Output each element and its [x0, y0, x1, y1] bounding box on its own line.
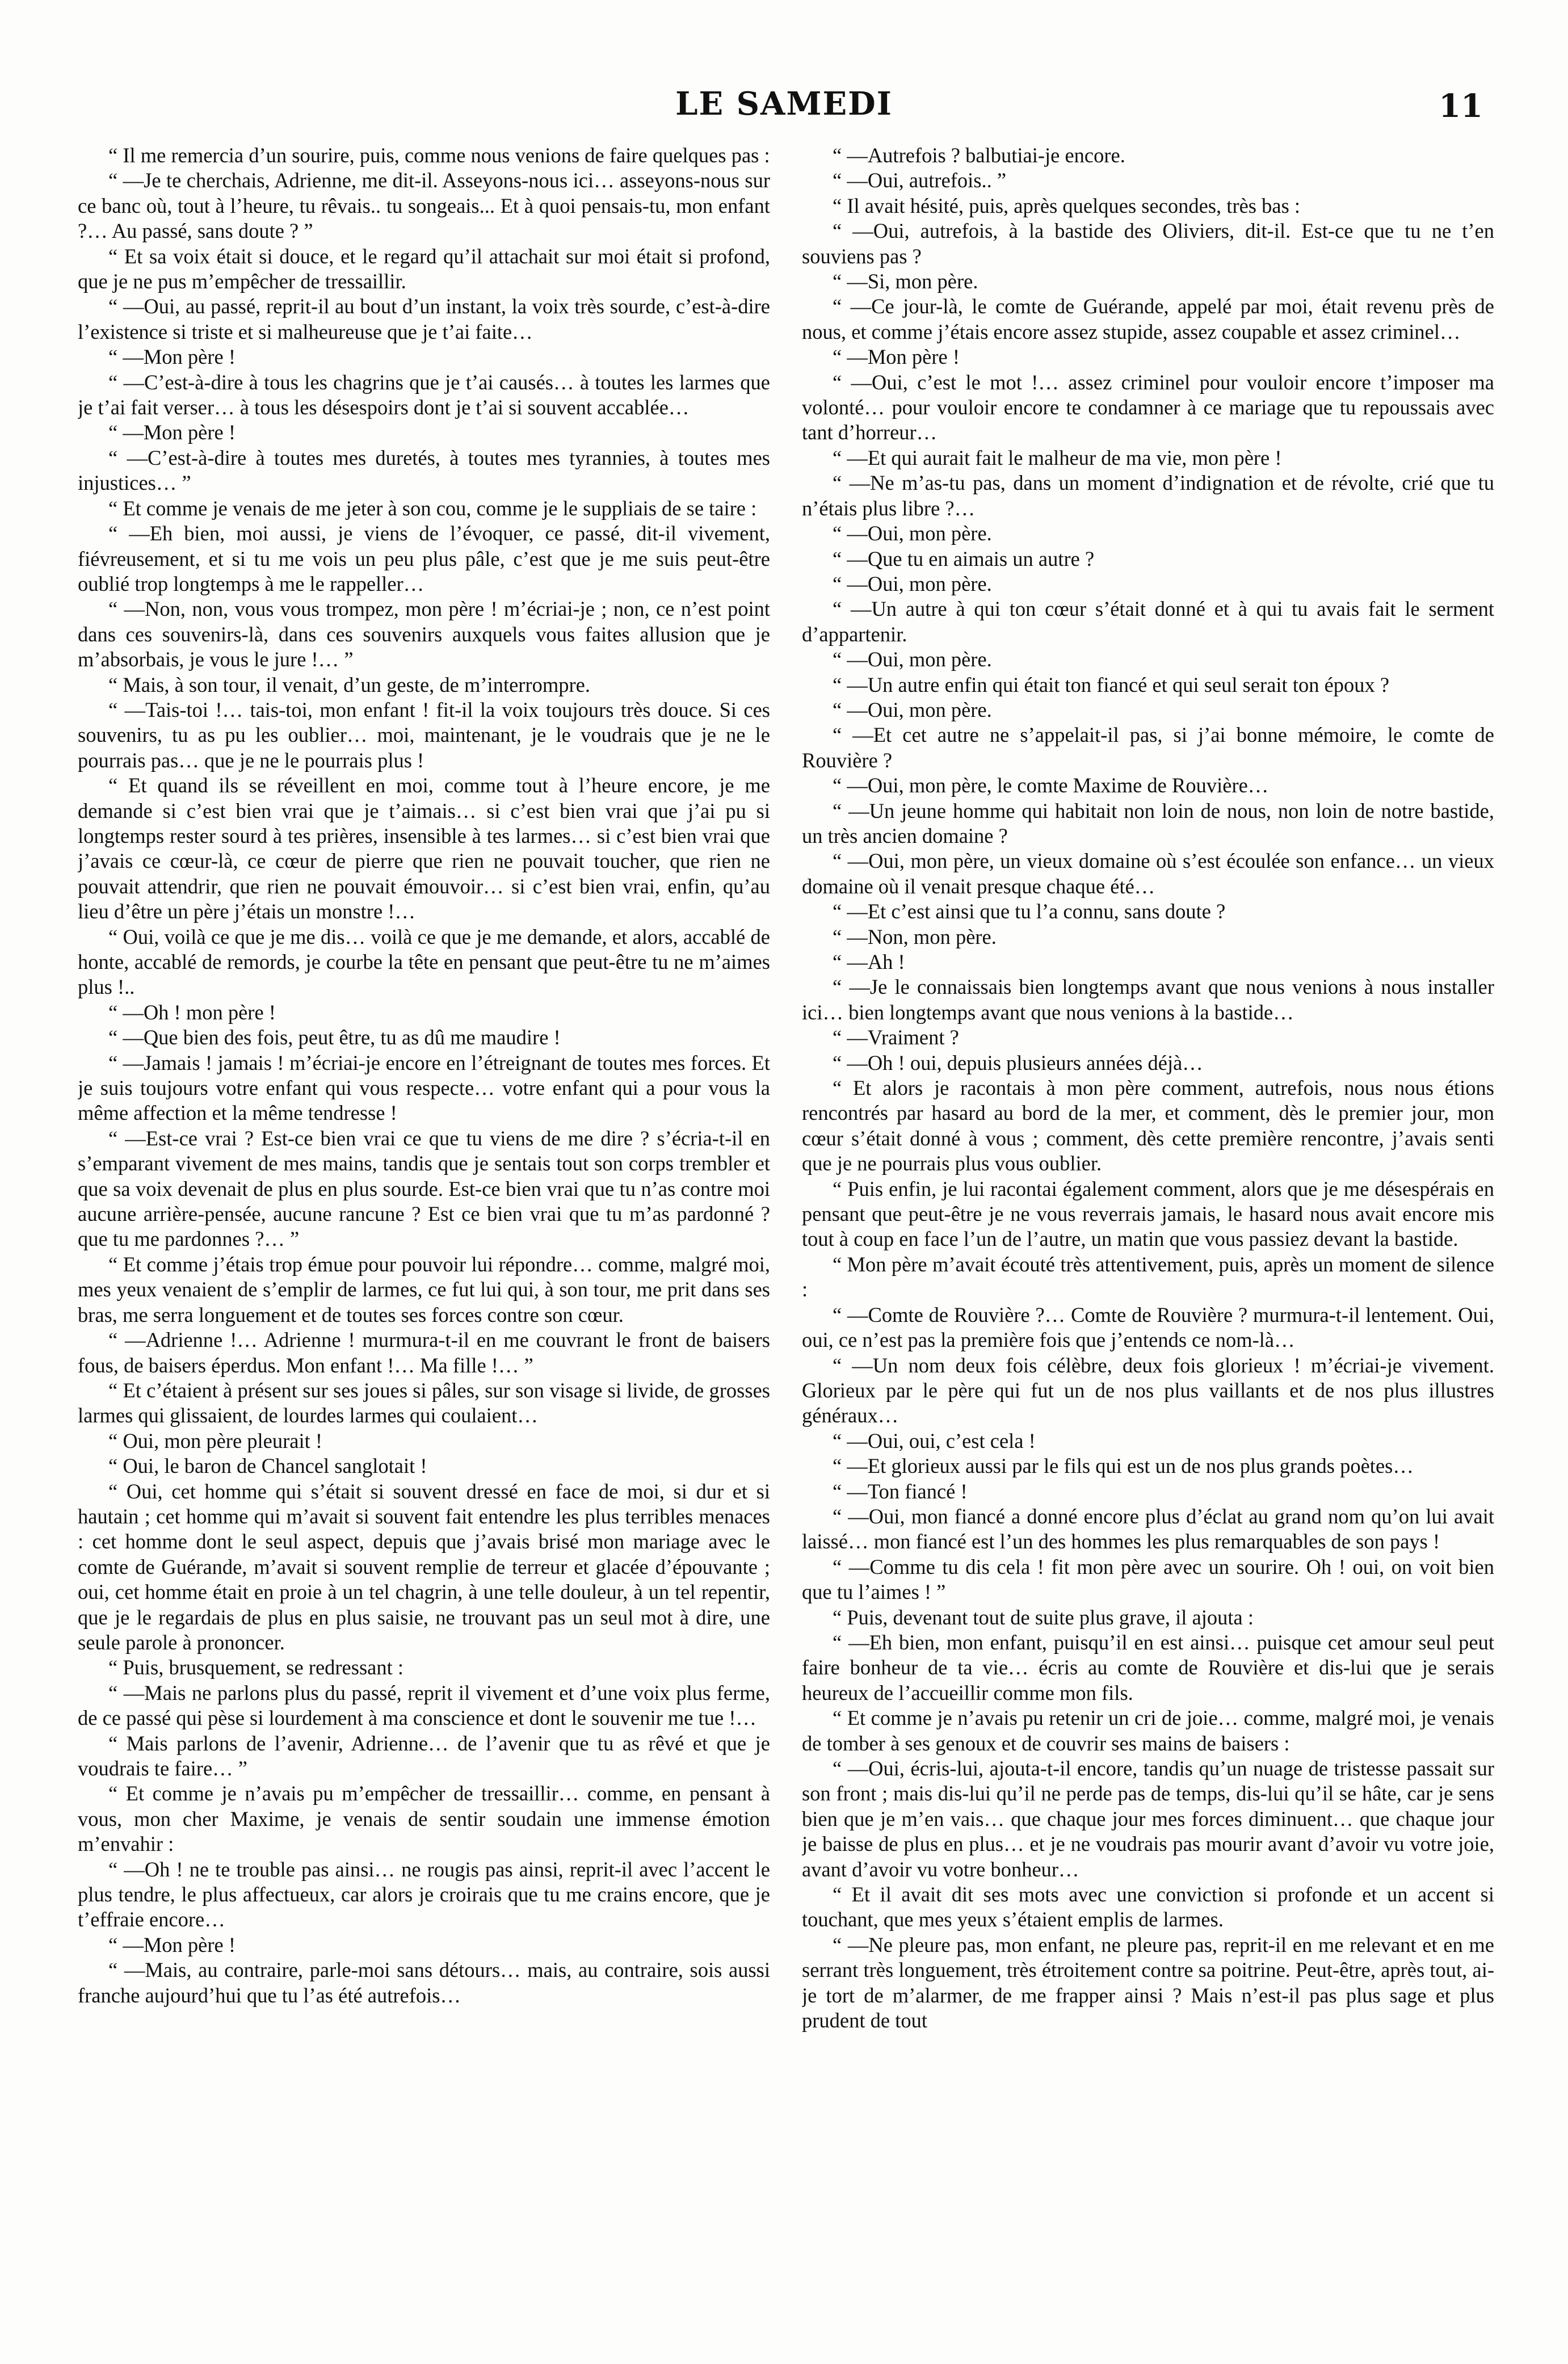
paragraph: “ —Un autre à qui ton cœur s’était donné et à qui tu avais fait le serment d’appartenir. [802, 597, 1494, 646]
paragraph: “ —Non, mon père. [833, 925, 997, 948]
paragraph: “ Oui, mon père pleurait ! [108, 1429, 323, 1452]
paragraph: “ —Autrefois ? balbutiai-je encore. [833, 144, 1125, 167]
paragraph: “ —Adrienne !… Adrienne ! murmura-t-il en me couvrant le front de baisers fous, de baisers éperdus. Mon enfant !… Ma fille !… ” [78, 1328, 770, 1377]
paragraph: “ Et comme je venais de me jeter à son cou, comme je le suppliais de se taire : [108, 496, 757, 520]
paragraph: “ —Ce jour-là, le comte de Guérande, appelé par moi, était revenu près de nous, et comme j’étais encore assez stupide, assez coupable et assez criminel… [802, 295, 1494, 343]
paragraph: “ —Oui, au passé, reprit-il au bout d’un instant, la voix très sourde, c’est-à-dire l’existence si triste et si malheureuse que je t’ai faite… [78, 295, 770, 343]
paragraph: “ —Mon père ! [833, 345, 960, 369]
paragraph: “ —Oui, oui, c’est cela ! [833, 1429, 1036, 1452]
paragraph: “ Mais parlons de l’avenir, Adrienne… de l’avenir que tu as rêvé et que je voudrais te faire… ” [78, 1731, 770, 1780]
paragraph: “ —Oh ! mon père ! [108, 1000, 276, 1024]
paragraph: “ Et alors je racontais à mon père comment, autrefois, nous nous étions rencontrés par hasard au bord de la mer, et comment, dès le premier jour, mon cœur s’était donné à vous ; comment, dès cette première rencontre, j’avais senti que je ne pourrais plus vous oublier. [802, 1076, 1494, 1175]
right-text-column [802, 143, 1494, 2345]
paragraph: “ —Mais, au contraire, parle-moi sans détours… mais, au contraire, sois aussi franche aujourd’hui que tu l’as été autrefois… [78, 1958, 770, 2007]
paragraph: “ —Je le connaissais bien longtemps avant que nous venions à nous installer ici… bien longtemps avant que nous venions à la bastide… [802, 975, 1494, 1024]
paragraph: “ —Si, mon père. [833, 270, 978, 293]
paragraph: “ —Oui, autrefois.. ” [833, 169, 1007, 192]
paragraph: “ Et comme je n’avais pu m’empêcher de tressaillir… comme, en pensant à vous, mon cher Maxime, je venais de sentir soudain une immense émotion m’envahir : [78, 1782, 770, 1856]
paragraph: “ Et sa voix était si douce, et le regard qu’il attachait sur moi était si profond, que je ne pus m’empêcher de tressaillir. [78, 244, 770, 293]
paragraph: “ —Oh ! ne te trouble pas ainsi… ne rougis pas ainsi, reprit-il avec l’accent le plus tendre, le plus affectueux, car alors je croirais que tu me crains encore, que je t’effraie encore… [78, 1857, 770, 1931]
paragraph: “ Oui, cet homme qui s’était si souvent dressé en face de moi, si dur et si hautain ; cet homme qui m’avait si souvent fait entendre les plus terribles menaces : cet homme dont le seul aspect, depuis que j’avais brisé mon mariage avec le comte de Guérande, m’avait si souvent remplie de terreur et glacée d’épouvante ; oui, cet homme était en proie à un tel chagrin, à une telle douleur, à un tel repentir, que je le regardais de plus en plus saisie, ne trouvant pas un seul mot à dire, une seule parole à prononcer. [78, 1479, 770, 1654]
paragraph: “ Oui, le baron de Chancel sanglotait ! [108, 1454, 427, 1478]
paragraph: “ —Ton fiancé ! [833, 1479, 968, 1503]
paragraph: “ —Oui, mon fiancé a donné encore plus d’éclat au grand nom qu’on lui avait laissé… mon fiancé est l’un des hommes les plus remarquables de son pays ! [802, 1504, 1494, 1553]
paragraph: “ Et comme je n’avais pu retenir un cri de joie… comme, malgré moi, je venais de tomber à ses genoux et de couvrir ses mains de baisers : [802, 1706, 1494, 1755]
paragraph: “ —Comme tu dis cela ! fit mon père avec un sourire. Oh ! oui, on voit bien que tu l’aimes ! ” [802, 1555, 1494, 1604]
paragraph: “ Mon père m’avait écouté très attentivement, puis, après un moment de silence : [802, 1252, 1494, 1301]
paragraph: “ —Oui, autrefois, à la bastide des Oliviers, dit-il. Est-ce que tu ne t’en souviens pas ? [802, 219, 1494, 268]
paragraph: “ —Mon père ! [108, 345, 236, 369]
paragraph: “ Oui, voilà ce que je me dis… voilà ce que je me demande, et alors, accablé de honte, accablé de remords, je courbe la tête en pensant que peut-être tu ne m’aimes plus !.. [78, 925, 770, 999]
paragraph: “ Il avait hésité, puis, après quelques secondes, très bas : [833, 194, 1301, 217]
paragraph: “ —Eh bien, mon enfant, puisqu’il en est ainsi… puisque cet amour seul peut faire bonheur de ta vie… écris au comte de Rouvière et dis-lui que je serais heureux de l’accueillir comme mon fils. [802, 1630, 1494, 1704]
paragraph: “ —Oui, mon père, un vieux domaine où s’est écoulée son enfance… un vieux domaine où il venait presque chaque été… [802, 849, 1494, 898]
paragraph: “ Et comme j’étais trop émue pour pouvoir lui répondre… comme, malgré moi, mes yeux venaient de s’emplir de larmes, ce fut lui qui, à son tour, me prit dans ses bras, me serra longuement et de toutes ses forces contre son cœur. [78, 1252, 770, 1326]
paragraph: “ —Oui, mon père. [833, 698, 992, 721]
paragraph: “ —Que bien des fois, peut être, tu as dû me maudire ! [108, 1026, 561, 1049]
publication-title: LE SAMEDI [675, 85, 893, 123]
paragraph: “ —Un autre enfin qui était ton fiancé et qui seul serait ton époux ? [833, 673, 1390, 696]
paragraph: “ Puis, devenant tout de suite plus grave, il ajouta : [833, 1605, 1254, 1629]
paragraph: “ —Oui, écris-lui, ajouta-t-il encore, tandis qu’un nuage de tristesse passait sur son front ; mais dis-lui qu’il ne perde pas de temps, dis-lui qu’il se hâte, car je sens bien que je m’en vais… que chaque jour mes forces diminuent… que chaque jour je baisse de plus en plus… et je ne voudrais pas mourir avant d’avoir vu votre joie, avant d’avoir vu votre bonheur… [802, 1757, 1494, 1881]
page-number: 11 [1439, 87, 1483, 125]
paragraph: “ —Jamais ! jamais ! m’écriai-je encore en l’étreignant de toutes mes forces. Et je suis toujours votre enfant qui vous respecte… votre enfant qui a pour vous la même affection et la même tendresse ! [78, 1051, 770, 1125]
paragraph: “ —Vraiment ? [833, 1026, 959, 1049]
page-header [0, 85, 1568, 131]
paragraph: “ —Oui, c’est le mot !… assez criminel pour vouloir encore t’imposer ma volonté… pour vouloir encore te condamner à ce mariage que tu repoussais avec tant d’horreur… [802, 370, 1494, 444]
paragraph: “ —Comte de Rouvière ?… Comte de Rouvière ? murmura-t-il lentement. Oui, oui, ce n’est pas la première fois que j’entends ce nom-là… [802, 1303, 1494, 1352]
paragraph: “ —Et glorieux aussi par le fils qui est un de nos plus grands poètes… [833, 1454, 1414, 1478]
paragraph: “ Et il avait dit ses mots avec une conviction si profonde et un accent si touchant, que mes yeux s’étaient emplis de larmes. [802, 1883, 1494, 1931]
paragraph: “ —Oui, mon père. [833, 522, 992, 545]
paragraph: “ —Que tu en aimais un autre ? [833, 547, 1095, 570]
paragraph: “ Mais, à son tour, il venait, d’un geste, de m’interrompre. [108, 673, 590, 696]
paragraph: “ —Ah ! [833, 950, 905, 973]
paragraph: “ —Oui, mon père. [833, 648, 992, 671]
paragraph: “ —Ne pleure pas, mon enfant, ne pleure pas, reprit-il en me relevant et en me serrant très longuement, très étroitement contre sa poitrine. Peut-être, après tout, ai-je tort de m’alarmer, de me frapper ainsi ? Mais n’est-il pas plus sage et plus prudent de tout [802, 1933, 1494, 2033]
paragraph: “ —Eh bien, moi aussi, je viens de l’évoquer, ce passé, dit-il vivement, fiévreusement, et si tu me vois un peu plus pâle, c’est que je me suis peut-être oublié trop longtemps à me le rappeller… [78, 522, 770, 595]
paragraph: “ —C’est-à-dire à toutes mes duretés, à toutes mes tyrannies, à toutes mes injustices… ” [78, 446, 770, 495]
paragraph: “ —Oui, mon père, le comte Maxime de Rouvière… [833, 774, 1269, 797]
left-text-column [78, 143, 770, 2345]
paragraph: “ Et c’étaient à présent sur ses joues si pâles, sur son visage si livide, de grosses larmes qui glissaient, de lourdes larmes qui coulaient… [78, 1378, 770, 1427]
paragraph: “ —Ne m’as-tu pas, dans un moment d’indignation et de révolte, crié que tu n’étais plus libre ?… [802, 471, 1494, 520]
paragraph: “ —Mais ne parlons plus du passé, reprit il vivement et d’une voix plus ferme, de ce passé qui pèse si lourdement à ma conscience et dont le souvenir me tue !… [78, 1681, 770, 1730]
paragraph: “ —Mon père ! [108, 421, 236, 444]
paragraph: “ —Tais-toi !… tais-toi, mon enfant ! fit-il la voix toujours très douce. Si ces souvenirs, tu as pu les oublier… moi, maintenant, je le voudrais que je ne le pourrais pas… que je ne le pourrais plus ! [78, 698, 770, 772]
paragraph: “ Et quand ils se réveillent en moi, comme tout à l’heure encore, je me demande si c’est bien vrai que je t’aimais… si c’est bien vrai que j’ai pu si longtemps rester sourd à tes prières, insensible à tes larmes… si c’est bien vrai que j’avais ce cœur-là, ce cœur de pierre que rien ne pouvait toucher, que rien ne pouvait attendrir, que rien ne pouvait émouvoir… si c’est bien vrai, enfin, qu’au lieu d’être un père j’étais un monstre !… [78, 774, 770, 923]
paragraph: “ —Et c’est ainsi que tu l’a connu, sans doute ? [833, 900, 1226, 923]
paragraph: “ Il me remercia d’un sourire, puis, comme nous venions de faire quelques pas : [108, 144, 770, 167]
paragraph: “ Puis enfin, je lui racontai également comment, alors que je me désespérais en pensant que peut-être je ne vous reverrais jamais, le hasard nous avait encore mis tout à coup en face l’un de l’autre, un matin que vous passiez devant la bastide. [802, 1177, 1494, 1251]
paragraph: “ —Est-ce vrai ? Est-ce bien vrai ce que tu viens de me dire ? s’écria-t-il en s’emparant vivement de mes mains, tandis que je sentais tout son corps trembler et que sa voix devenait de plus en plus sourde. Est-ce bien vrai que tu n’as contre moi aucune arrière-pensée, aucune rancune ? Est ce bien vrai que tu m’as pardonné ? que tu me pardonnes ?… ” [78, 1126, 770, 1251]
paragraph: “ —Oh ! oui, depuis plusieurs années déjà… [833, 1051, 1203, 1074]
paragraph: “ —Un jeune homme qui habitait non loin de nous, non loin de notre bastide, un très ancien domaine ? [802, 799, 1494, 847]
paragraph: “ —C’est-à-dire à tous les chagrins que je t’ai causés… à toutes les larmes que je t’ai fait verser… à tous les désespoirs dont je t’ai si souvent accablée… [78, 370, 770, 419]
paragraph: “ —Non, non, vous vous trompez, mon père ! m’écriai-je ; non, ce n’est point dans ces souvenirs-là, dans ces souvenirs auxquels vous faites allusion que je m’absorbais, je vous le jure !… ” [78, 597, 770, 671]
paragraph: “ —Et cet autre ne s’appelait-il pas, si j’ai bonne mémoire, le comte de Rouvière ? [802, 723, 1494, 772]
paragraph: “ —Je te cherchais, Adrienne, me dit-il. Asseyons-nous ici… asseyons-nous sur ce banc où, tout à l’heure, tu rêvais.. tu songeais... Et à quoi pensais-tu, mon enfant ?… Au passé, sans doute ? ” [78, 169, 770, 243]
paragraph: “ —Oui, mon père. [833, 572, 992, 595]
paragraph: “ —Un nom deux fois célèbre, deux fois glorieux ! m’écriai-je vivement. Glorieux par le père qui fut un de nos plus vaillants et de nos plus illustres généraux… [802, 1353, 1494, 1427]
paragraph: “ —Et qui aurait fait le malheur de ma vie, mon père ! [833, 446, 1282, 469]
paragraph: “ —Mon père ! [108, 1933, 236, 1956]
paragraph: “ Puis, brusquement, se redressant : [108, 1656, 404, 1679]
